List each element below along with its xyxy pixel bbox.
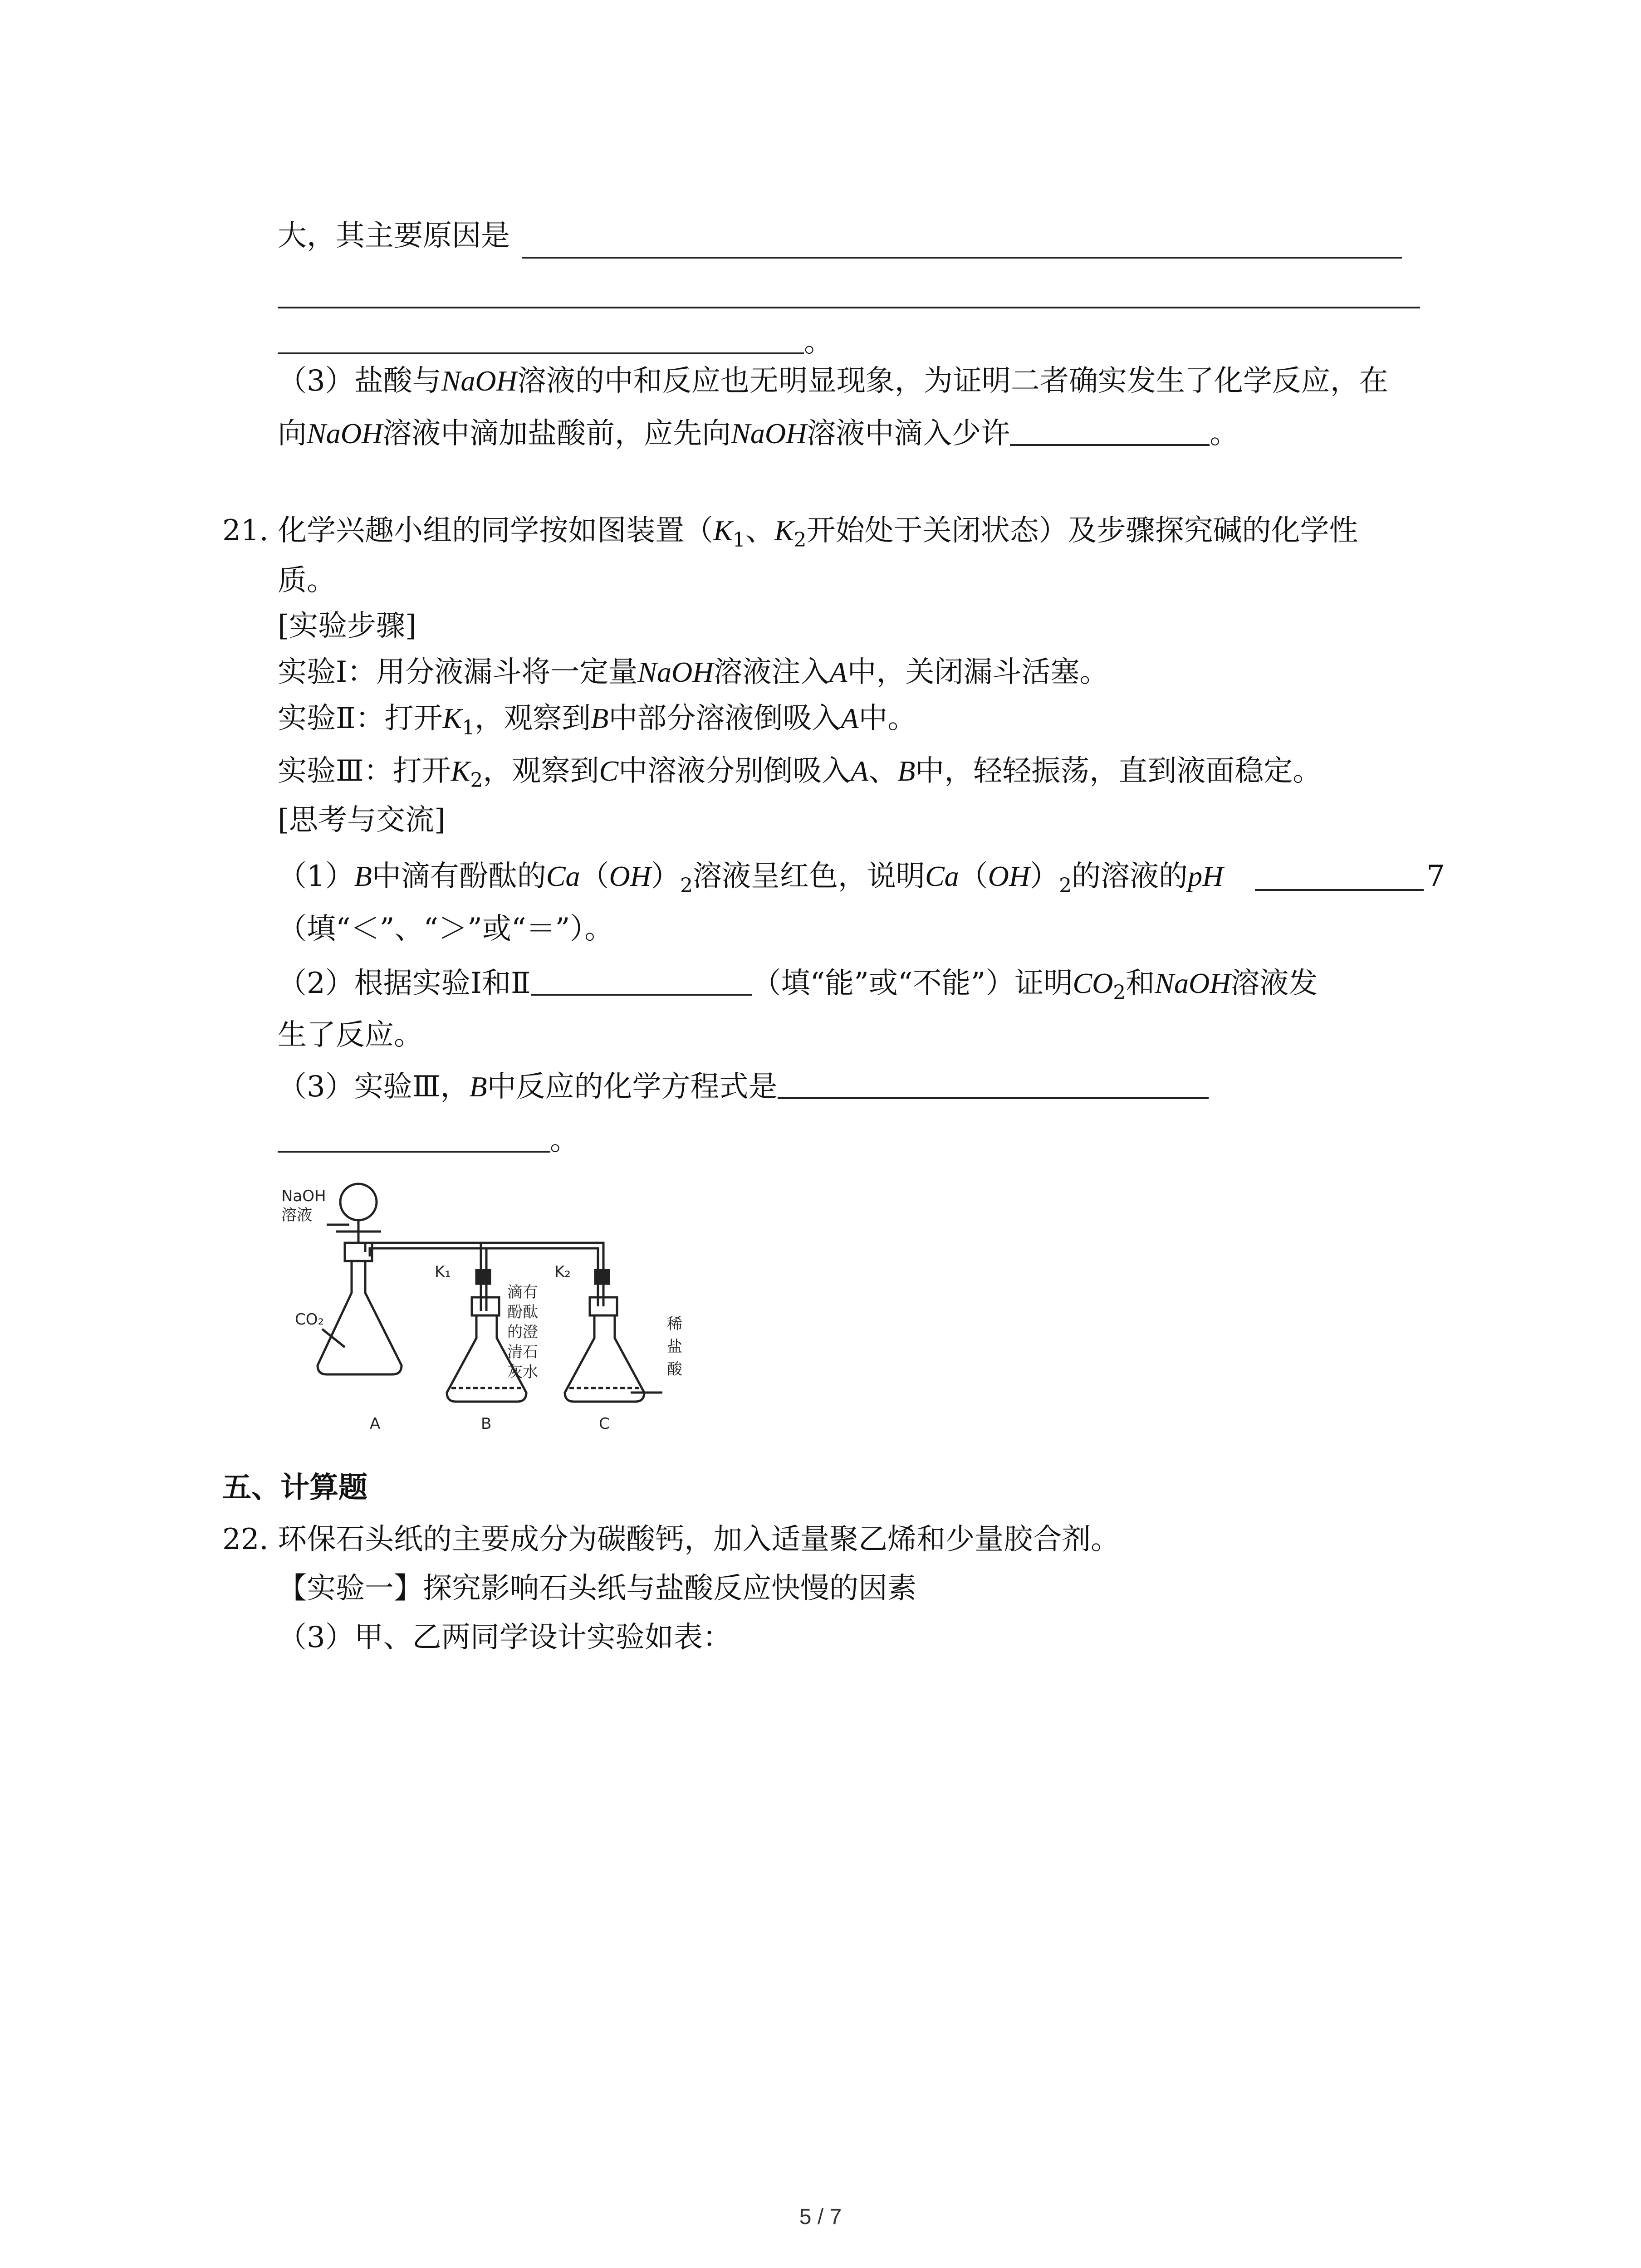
label-co2: CO₂: [295, 1310, 324, 1329]
answer-blank[interactable]: [278, 325, 804, 354]
q21-part2-line2: [278, 1017, 423, 1053]
symbol-b: B: [354, 860, 372, 892]
subscript: 1: [462, 716, 475, 739]
formula-naoh: NaOH: [731, 417, 807, 450]
text: ，观察到: [483, 754, 599, 788]
answer-blank[interactable]: [278, 307, 1420, 308]
text: 溶液呈红色，说明: [692, 860, 925, 893]
label-b-line-4: 清石: [507, 1343, 538, 1361]
q21-part3-line2: [278, 1122, 579, 1158]
q20-part3-line2: [278, 415, 1239, 452]
formula-ca: Ca: [925, 860, 959, 892]
formula-co2: CO: [1073, 967, 1113, 999]
think-title: [278, 802, 446, 838]
text: 中。: [858, 702, 917, 735]
text: 开始处于关闭状态）及步骤探究碱的化学性: [806, 514, 1358, 547]
text: 溶液中滴入少许: [807, 417, 1010, 450]
text: 实验Ⅱ：打开: [278, 702, 443, 735]
symbol-b: B: [591, 702, 609, 734]
period: 。: [1210, 417, 1239, 450]
text: ）: [651, 860, 680, 893]
subscript: 2: [1059, 874, 1072, 897]
period: 。: [804, 325, 833, 359]
formula-naoh: NaOH: [307, 417, 383, 450]
flask-a: [318, 1293, 402, 1374]
steps-title: [278, 608, 416, 644]
text: 中滴有酚酞的: [372, 860, 546, 893]
text: 溶液的中和反应也无明显现象，为证明二者确实发生了化学反应，在: [517, 364, 1388, 398]
q21-part2: [278, 965, 1318, 1002]
text: （2）根据实验Ⅰ和Ⅱ: [278, 967, 531, 1000]
text: 溶液中滴加盐酸前，应先向: [382, 417, 731, 450]
clamp-k2: [595, 1270, 609, 1284]
q22-intro: [222, 1521, 1120, 1558]
formula-oh: OH: [609, 860, 651, 892]
label-c-line-1: 稀: [667, 1315, 682, 1333]
label-solution: 溶液: [281, 1206, 312, 1224]
formula-ca: Ca: [546, 860, 580, 892]
text: 、: [868, 754, 898, 788]
section-title: [222, 1470, 367, 1506]
q21-intro-line1: [222, 513, 1358, 552]
text: （3）甲、乙两同学设计实验如表：: [278, 1621, 732, 1654]
q21-part1-hint: [278, 911, 613, 947]
text: 中反应的化学方程式是: [487, 1070, 778, 1104]
symbol-b: B: [897, 755, 916, 787]
step-1: [278, 654, 1109, 690]
text: ）: [1030, 860, 1059, 893]
text: 和: [1126, 967, 1155, 1000]
symbol-k2: K: [774, 514, 794, 547]
label-b-line-3: 的澄: [507, 1323, 538, 1341]
text: 中部分溶液倒吸入: [608, 702, 841, 735]
q21-part1: [278, 858, 1224, 897]
formula-naoh: NaOH: [637, 656, 714, 688]
label-c-line-3: 酸: [667, 1360, 682, 1378]
label-b-line-1: 滴有: [507, 1283, 538, 1301]
question-number: 21.: [222, 514, 269, 547]
formula-oh: OH: [988, 860, 1030, 892]
q21-intro-line2: [278, 562, 336, 599]
step-2: [278, 700, 916, 737]
label-c-line-2: 盐: [667, 1338, 682, 1356]
subscript: 2: [470, 769, 483, 792]
text: [实验步骤]: [278, 609, 416, 643]
label-flask-a: A: [370, 1415, 381, 1433]
text: 实验Ⅲ：打开: [278, 754, 451, 788]
symbol-c: C: [599, 755, 619, 787]
symbol-ph: pH: [1188, 860, 1224, 892]
text: 环保石头纸的主要成分为碳酸钙，加入适量聚乙烯和少量胶合剂。: [278, 1523, 1120, 1556]
label-b-line-5: 灰水: [507, 1363, 538, 1381]
symbol-b: B: [469, 1070, 487, 1103]
text: （填“能”或“不能”）证明: [752, 967, 1073, 1000]
step-3: [278, 753, 1322, 792]
stopper-a: [345, 1243, 372, 1261]
symbol-k2: K: [451, 755, 470, 787]
text: [思考与交流]: [278, 803, 446, 837]
question-number: 22.: [222, 1523, 269, 1556]
text: 五、计算题: [222, 1471, 367, 1505]
symbol-k1: K: [442, 702, 462, 734]
text: （填“＜”、“＞”或“＝”）。: [278, 912, 614, 946]
text: （: [580, 860, 609, 893]
label-flask-c: C: [599, 1415, 610, 1433]
subscript: 2: [680, 874, 693, 897]
symbol-a: A: [851, 755, 869, 787]
clamp-k1: [476, 1270, 490, 1284]
text: 生了反应。: [278, 1018, 423, 1052]
text: 中溶液分别倒吸入: [618, 754, 851, 788]
symbol-k1: K: [713, 514, 733, 547]
formula-naoh: NaOH: [441, 365, 517, 397]
text: 质。: [278, 564, 336, 597]
q21-part3: [278, 1069, 1209, 1105]
text: 、: [745, 514, 774, 547]
q20-line-3: [278, 324, 833, 360]
q20-line-1: [278, 218, 510, 254]
separatory-funnel: [340, 1184, 377, 1220]
text: 【实验一】探究影响石头纸与盐酸反应快慢的因素: [278, 1572, 916, 1605]
answer-blank[interactable]: [778, 1070, 1209, 1099]
seven: [1426, 858, 1445, 894]
page-number: 5 / 7: [799, 2205, 842, 2229]
label-b-line-2: 酚酞: [507, 1303, 538, 1321]
q22-part3: [278, 1619, 732, 1656]
formula-naoh: NaOH: [1155, 967, 1231, 999]
symbol-a: A: [841, 702, 859, 734]
label-flask-b: B: [481, 1415, 492, 1433]
text: 溶液注入: [713, 655, 830, 689]
label-k2: K₂: [554, 1263, 571, 1281]
text: （3）盐酸与: [278, 364, 441, 398]
subscript: 1: [732, 528, 745, 552]
q22-exp1: [278, 1570, 916, 1607]
q20-part3-line1: [278, 363, 1388, 399]
apparatus-figure: [272, 1175, 708, 1438]
text: ，观察到: [475, 702, 591, 735]
symbol-a: A: [829, 656, 847, 688]
label-naoh: NaOH: [281, 1187, 326, 1205]
subscript: 2: [1113, 981, 1126, 1004]
text: （3）实验Ⅲ，: [278, 1070, 470, 1104]
label-k1: K₁: [435, 1263, 451, 1281]
text: （: [959, 860, 988, 893]
answer-blank[interactable]: [522, 257, 1402, 259]
q20-line1-text: 大，其主要原因是: [278, 219, 510, 253]
text: 溶液发: [1230, 967, 1318, 1000]
answer-blank[interactable]: [1010, 417, 1210, 446]
text: 的溶液的: [1072, 860, 1188, 893]
text: 中，轻轻振荡，直到液面稳定。: [915, 754, 1322, 788]
subscript: 2: [794, 528, 807, 552]
answer-blank-ph[interactable]: [1255, 889, 1424, 891]
text: 中，关闭漏斗活塞。: [847, 655, 1109, 689]
text: （1）: [278, 860, 354, 893]
answer-blank[interactable]: [531, 967, 752, 996]
text: 实验Ⅰ：用分液漏斗将一定量: [278, 655, 638, 689]
answer-blank[interactable]: [278, 1124, 550, 1153]
text: 向: [278, 417, 307, 450]
text: 化学兴趣小组的同学按如图装置（: [278, 514, 714, 547]
period: 。: [550, 1124, 579, 1157]
text: 7: [1426, 860, 1445, 893]
